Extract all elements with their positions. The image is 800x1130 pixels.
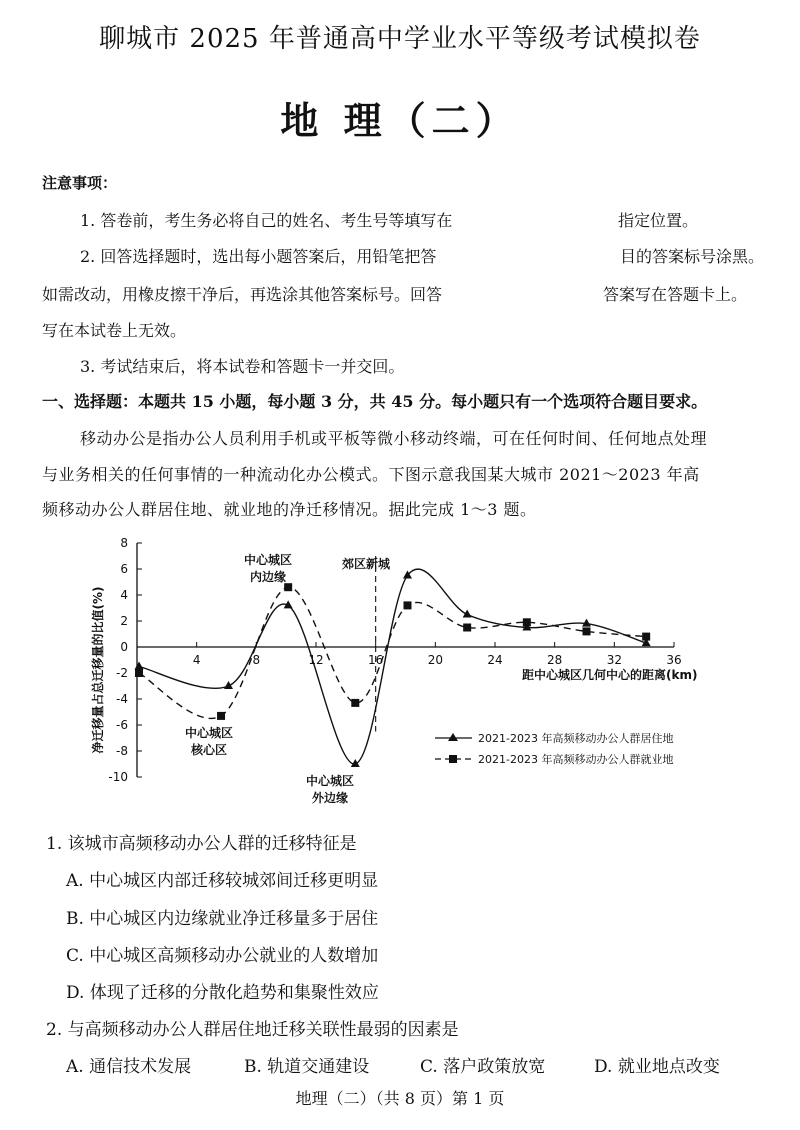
x-tick-label: 12 — [308, 653, 324, 667]
annot-outer-edge-1: 中心城区 — [305, 774, 355, 788]
note-2-cont-right: 答案写在答题卡上。 — [603, 285, 748, 304]
x-ticks — [193, 642, 682, 667]
annot-suburb: 郊区新城 — [341, 557, 391, 571]
point-residence — [135, 662, 144, 670]
y-tick-label: 8 — [120, 536, 128, 550]
x-tick-label: 4 — [192, 653, 201, 667]
point-employment — [583, 627, 591, 635]
point-employment — [523, 618, 531, 626]
y-tick-label: 6 — [120, 562, 128, 576]
x-tick-label: 32 — [606, 653, 622, 667]
legend-marker-employment — [449, 755, 457, 763]
exam-title: 聊城市 2025 年普通高中学业水平等级考试模拟卷 — [99, 24, 701, 54]
note-2-cont-left: 如需改动，用橡皮擦干净后，再选涂其他答案标号。回答 — [42, 285, 443, 304]
annot-core-2: 核心区 — [190, 743, 228, 757]
point-employment — [351, 699, 359, 707]
q1-option-b: B. 中心城区内边缘就业净迁移量多于居住 — [66, 909, 379, 929]
point-employment — [217, 712, 225, 720]
y-tick-label: 0 — [120, 640, 128, 654]
x-axis-label: 距中心城区几何中心的距离(km) — [522, 668, 698, 682]
x-tick-label: 36 — [666, 653, 682, 667]
page-footer: 地理（二）（共 8 页）第 1 页 — [295, 1089, 505, 1108]
x-tick-label: 28 — [547, 653, 563, 667]
x-tick-label: 8 — [252, 653, 261, 667]
note-2-left: 2. 回答选择题时，选出每小题答案后，用铅笔把答 — [80, 247, 437, 266]
note-2-right: 目的答案标号涂黑。 — [620, 247, 765, 266]
annot-outer-edge-2: 外边缘 — [311, 791, 349, 805]
q1-option-d: D. 体现了迁移的分散化趋势和集聚性效应 — [66, 983, 379, 1003]
series-line-employment — [139, 587, 646, 718]
legend-marker-residence — [448, 733, 458, 741]
passage-line-2: 与业务相关的任何事情的一种流动化办公模式。下图示意我国某大城市 2021～2023 年高 — [42, 465, 700, 484]
point-employment — [284, 583, 292, 591]
y-tick-label: -6 — [116, 718, 128, 732]
note-1-left: 1. 答卷前，考生务必将自己的姓名、考生号等填写在 — [80, 211, 453, 230]
y-tick-label: -8 — [116, 744, 128, 758]
y-tick-label: 4 — [120, 588, 128, 602]
point-employment — [404, 601, 412, 609]
migration-chart — [60, 530, 760, 815]
note-2-end: 写在本试卷上无效。 — [42, 321, 187, 340]
y-tick-label: -2 — [116, 666, 128, 680]
passage-line-3: 频移动办公人群居住地、就业地的净迁移情况。据此完成 1～3 题。 — [42, 500, 537, 519]
annot-inner-edge-2: 内边缘 — [249, 570, 287, 584]
q2-option-a: A. 通信技术发展 — [66, 1057, 192, 1077]
section-1-heading: 一、选择题：本题共 15 小题，每小题 3 分，共 45 分。每小题只有一个选项符合题目要求。 — [42, 392, 708, 411]
q2-stem: 2. 与高频移动办公人群居住地迁移关联性最弱的因素是 — [46, 1020, 459, 1040]
x-tick-label: 20 — [427, 653, 443, 667]
chart-legend — [435, 731, 673, 766]
notes-heading: 注意事项： — [42, 174, 118, 192]
note-3: 3. 考试结束后，将本试卷和答题卡一并交回。 — [80, 357, 405, 376]
y-axis-label: 净迁移量占总迁移量的比值(%) — [91, 586, 105, 754]
y-tick-label: -10 — [108, 770, 128, 784]
q1-option-c: C. 中心城区高频移动办公就业的人数增加 — [66, 946, 379, 966]
y-tick-label: -4 — [116, 692, 128, 706]
annot-core-1: 中心城区 — [184, 726, 234, 740]
legend-employment: 2021-2023 年高频移动办公人群就业地 — [478, 753, 674, 766]
note-1-right: 指定位置。 — [618, 211, 699, 230]
point-employment — [463, 624, 471, 632]
y-tick-label: 2 — [120, 614, 128, 628]
passage-line-1: 移动办公是指办公人员利用手机或平板等微小移动终端，可在任何时间、任何地点处理 — [80, 429, 708, 448]
point-employment — [135, 669, 143, 677]
annot-inner-edge-1: 中心城区 — [243, 553, 293, 567]
point-residence — [582, 619, 591, 627]
q1-stem: 1. 该城市高频移动办公人群的迁移特征是 — [46, 834, 357, 854]
x-tick-label: 24 — [487, 653, 503, 667]
q2-option-c: C. 落户政策放宽 — [420, 1057, 546, 1077]
q2-option-d: D. 就业地点改变 — [594, 1057, 720, 1077]
legend-residence: 2021-2023 年高频移动办公人群居住地 — [478, 732, 674, 745]
x-tick-label: 16 — [368, 653, 384, 667]
q2-option-b: B. 轨道交通建设 — [244, 1057, 370, 1077]
q1-option-a: A. 中心城区内部迁移较城郊间迁移更明显 — [66, 871, 379, 891]
subject-title: 地 理（二） — [280, 98, 520, 143]
point-employment — [642, 633, 650, 641]
